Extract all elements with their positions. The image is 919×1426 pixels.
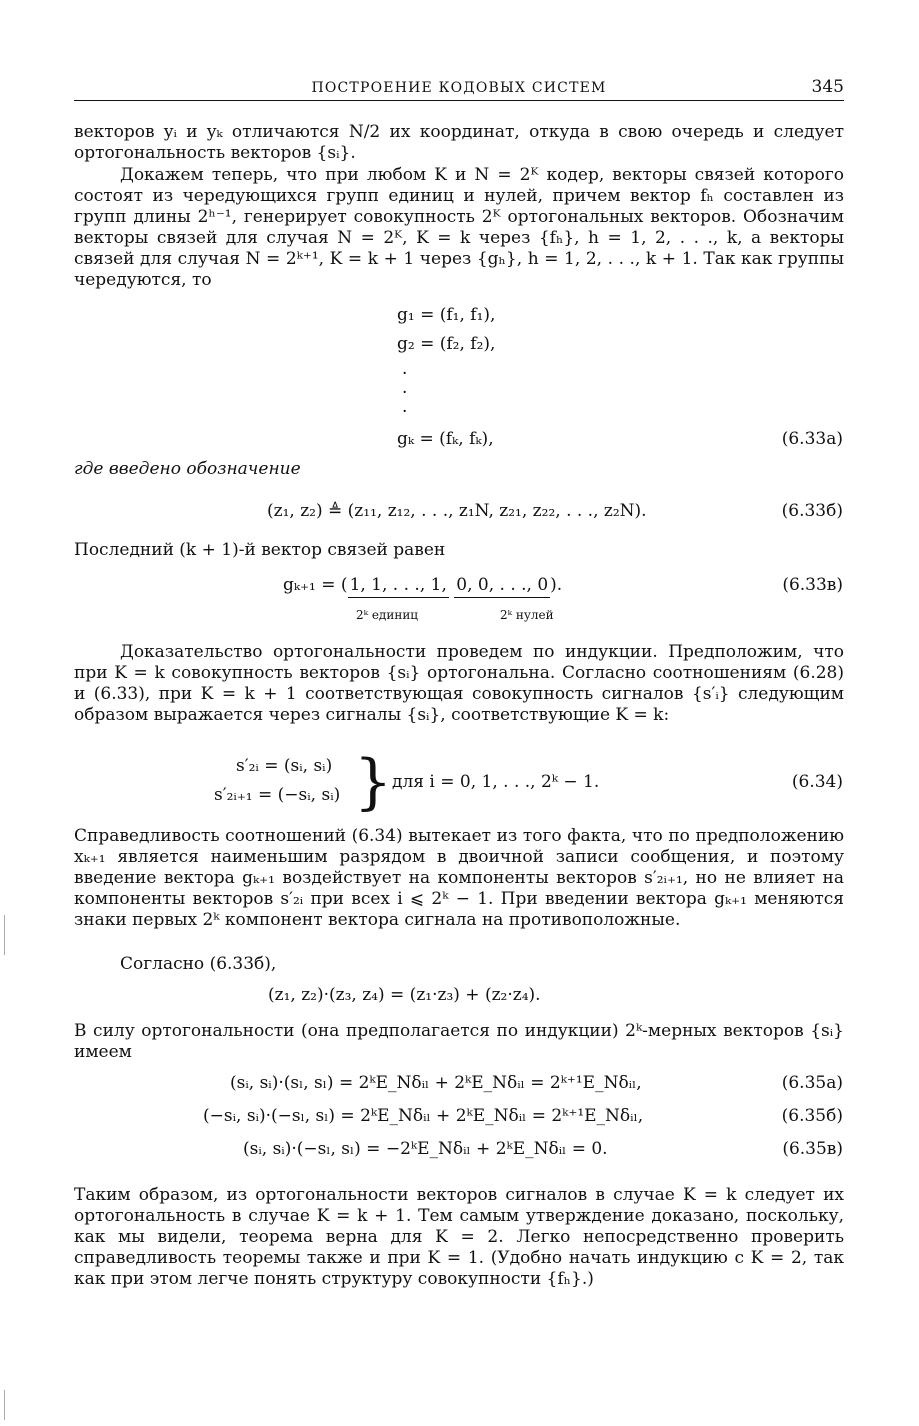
equation-6-33v [283,575,562,598]
ellipsis-dot-3: · [402,402,408,422]
ones-count-label: 2ᵏ единиц [356,608,419,622]
ellipsis-dot-1: · [402,364,408,384]
equation-6-35a: (sᵢ, sᵢ)·(sₗ, sₗ) = 2ᵏE_Nδᵢₗ + 2ᵏE_Nδᵢₗ = 2ᵏ⁺¹E_Nδᵢₗ, [230,1073,642,1093]
running-title: ПОСТРОЕНИЕ КОДОВЫХ СИСТЕМ [311,80,607,96]
page-number: 345 [811,77,844,97]
paragraph-3: Доказательство ортогональности проведем по индукции. Предположим, что при K = k совокупность векторов {sᵢ} ортогональна. Согласно соотношениям (6.28) и (6.33), при K = k + 1 соответствующая совокупность сигналов {s′ᵢ} следующим образом выражается через сигналы {sᵢ}, соответствующие K = k: [74,642,844,725]
equation-dot-product: (z₁, z₂)·(z₃, z₄) = (z₁·z₃) + (z₂·z₄). [268,985,541,1005]
paragraph-5: В силу ортогональности (она предполагается по индукции) 2ᵏ-мерных векторов {sᵢ} имеем [74,1021,844,1062]
equation-6-33b: (z₁, z₂) ≜ (z₁₁, z₁₂, . . ., z₁N, z₂₁, z₂₂, . . ., z₂N). [267,501,647,521]
equation-g1: g₁ = (f₁, f₁), [397,305,496,325]
scan-edge-mark-2 [4,1390,5,1420]
equation-6-34-condition: для i = 0, 1, . . ., 2ᵏ − 1. [392,772,600,792]
paragraph-6: Таким образом, из ортогональности векторов сигналов в случае K = k следует их ортогональность в случае K = k + 1. Тем самым утверждение доказано, поскольку, как мы видели, теорема верна для K = 2. Легко непосредственно проверить справедливость теоремы также и при K = 1. (Удобно начать индукцию с K = 2, так как при этом легче понять структуру совокупности {fₕ}.) [74,1185,844,1289]
notation-intro: где введено обозначение [74,459,301,479]
equation-lhs: gₖ₊₁ = ( [283,575,348,595]
equation-number-6-35a: (6.35а) [781,1073,843,1093]
equation-rhs: ). [550,575,563,595]
equation-number-6-35v: (6.35в) [782,1139,843,1159]
equation-s2i: s′₂ᵢ = (sᵢ, sᵢ) [236,756,333,776]
zeros-count-label: 2ᵏ нулей [500,608,554,622]
equation-number-6-33v: (6.33в) [782,575,843,595]
equation-6-35b: (−sᵢ, sᵢ)·(−sₗ, sₗ) = 2ᵏE_Nδᵢₗ + 2ᵏE_Nδᵢₗ = 2ᵏ⁺¹E_Nδᵢₗ, [203,1106,644,1126]
equation-6-35v: (sᵢ, sᵢ)·(−sₗ, sₗ) = −2ᵏE_Nδᵢₗ + 2ᵏE_Nδᵢₗ = 0. [243,1139,608,1159]
ellipsis-dot-2: · [402,383,408,403]
last-vector-intro: Последний (k + 1)-й вектор связей равен [74,540,446,560]
page-header [74,76,844,101]
paragraph-1: векторов yᵢ и yₖ отличаются N/2 их координат, откуда в свою очередь и следует ортогональность векторов {sᵢ}. [74,122,844,163]
scan-edge-mark-1 [4,915,5,955]
paragraph-4: Справедливость соотношений (6.34) вытекает из того факта, что по предположению xₖ₊₁ является наименьшим разрядом в двоичной записи сообщения, и поэтому введение вектора gₖ₊₁ воздействует на компоненты векторов s′₂ᵢ₊₁, но не влияет на компоненты векторов s′₂ᵢ при всех i ⩽ 2ᵏ − 1. При введении вектора gₖ₊₁ меняются знаки первых 2ᵏ компонент вектора сигнала на противоположные. [74,826,844,930]
equation-gk: gₖ = (fₖ, fₖ), [397,429,494,449]
zeros-group: 0, 0, . . ., 0 [454,575,550,598]
equation-number-6-33a: (6.33а) [781,429,843,449]
paragraph-2: Докажем теперь, что при любом K и N = 2ᴷ кодер, векторы связей которого состоят из чередующихся групп единиц и нулей, причем вектор fₕ составлен из групп длины 2ʰ⁻¹, генерирует совокупность 2ᴷ ортогональных векторов. Обозначим векторы связей для случая N = 2ᴷ, K = k через {fₕ}, h = 1, 2, . . ., k, а векторы связей для случая N = 2ᵏ⁺¹, K = k + 1 через {gₕ}, h = 1, 2, . . ., k + 1. Так как группы чередуются, то [74,165,844,290]
right-brace: } [354,747,393,817]
equation-number-6-33b: (6.33б) [781,501,843,521]
equation-g2: g₂ = (f₂, f₂), [397,334,496,354]
equation-number-6-34: (6.34) [791,772,843,792]
ones-group: 1, 1, . . ., 1, [348,575,449,598]
equation-number-6-35b: (6.35б) [781,1106,843,1126]
according-to: Согласно (6.33б), [120,954,277,974]
equation-s2i1: s′₂ᵢ₊₁ = (−sᵢ, sᵢ) [214,785,341,805]
